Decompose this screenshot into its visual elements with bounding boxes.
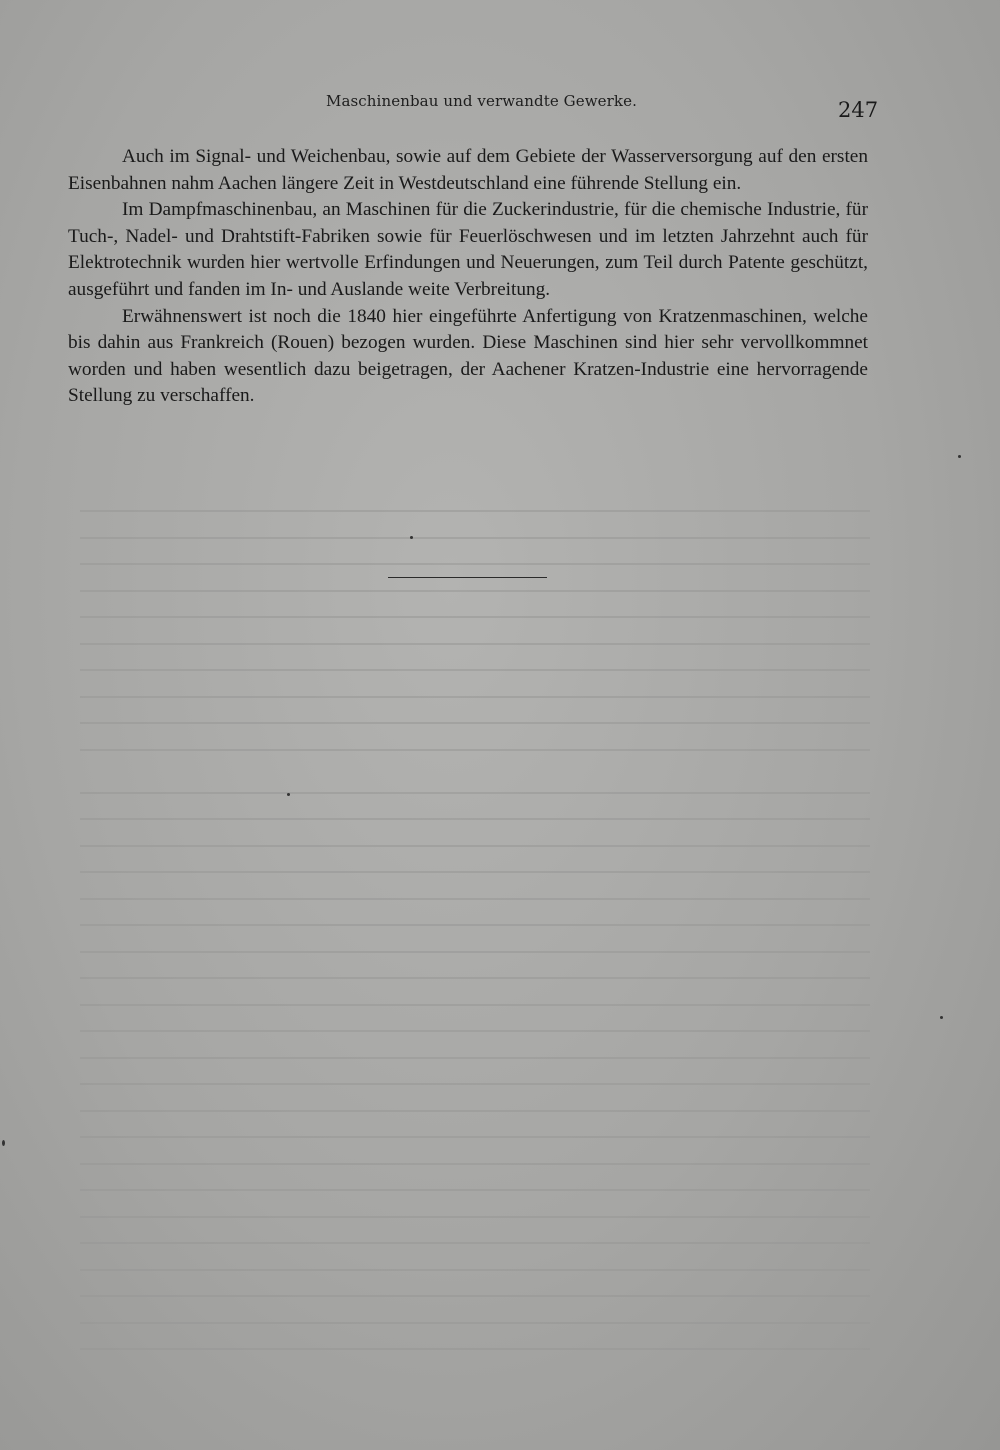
show-through-line — [80, 1136, 870, 1138]
show-through-line — [80, 1163, 870, 1165]
show-through-line — [80, 590, 870, 592]
show-through-line — [80, 1348, 870, 1350]
show-through-line — [80, 749, 870, 751]
show-through-line — [80, 871, 870, 873]
paragraph: Auch im Signal- und Weichenbau, sowie auf dem Gebiete der Wasserversorgung auf den ersten Eisenbahnen nahm Aachen längere Zeit in Westdeutschland eine führende Stellung ein. — [68, 146, 868, 194]
show-through-line — [80, 1057, 870, 1059]
show-through-line — [80, 951, 870, 953]
show-through-line — [80, 1242, 870, 1244]
show-through-line — [80, 696, 870, 698]
show-through-line — [80, 1322, 870, 1324]
paragraph: Erwähnenswert ist noch die 1840 hier eingeführte Anfertigung von Kratzenmaschinen, welche bis dahin aus Frankreich (Rouen) bezogen wurden. Diese Maschinen sind hier sehr vervollkommnet worden und haben wesentlich dazu beigetragen, der Aachener Kratzen-Industrie eine hervorragende Stellung zu verschaffen. — [68, 305, 868, 407]
show-through-line — [80, 1189, 870, 1191]
dust-speck — [2, 1140, 5, 1146]
show-through-line — [80, 1083, 870, 1085]
dust-speck — [940, 1016, 943, 1019]
show-through-line — [80, 1110, 870, 1112]
dust-speck — [958, 455, 961, 458]
show-through-line — [80, 977, 870, 979]
show-through-line — [80, 1216, 870, 1218]
dust-speck — [410, 536, 413, 539]
show-through-line — [80, 669, 870, 671]
show-through-line — [80, 510, 870, 512]
show-through-line — [80, 1295, 870, 1297]
dust-speck — [287, 793, 290, 796]
show-through-line — [80, 924, 870, 926]
show-through-line — [80, 1004, 870, 1006]
show-through-line — [80, 845, 870, 847]
show-through-line — [80, 563, 870, 565]
show-through-line — [80, 898, 870, 900]
paragraph: Im Dampfmaschinenbau, an Maschinen für die Zuckerindustrie, für die chemische Industrie, für Tuch-, Nadel- und Drahtstift-Fabriken sowie für Feuerlöschwesen und im letzten Jahrzehnt auch für Elektrotechnik wurden hier wertvolle Erfindungen und Neuerungen, zum Teil durch Patente geschützt, ausgeführt und fanden im In- und Auslande weite Verbreitung. — [68, 199, 868, 300]
show-through-line — [80, 792, 870, 794]
running-head — [0, 90, 1000, 120]
page-number: 247 — [838, 98, 879, 122]
show-through-line — [80, 537, 870, 539]
running-title: Maschinenbau und verwandte Gewerke. — [326, 92, 637, 110]
show-through-line — [80, 818, 870, 820]
show-through-line — [80, 616, 870, 618]
section-end-rule — [388, 577, 547, 578]
show-through-line — [80, 1269, 870, 1271]
show-through-line — [80, 643, 870, 645]
show-through-line — [80, 722, 870, 724]
body-text — [68, 144, 868, 410]
show-through-line — [80, 1030, 870, 1032]
